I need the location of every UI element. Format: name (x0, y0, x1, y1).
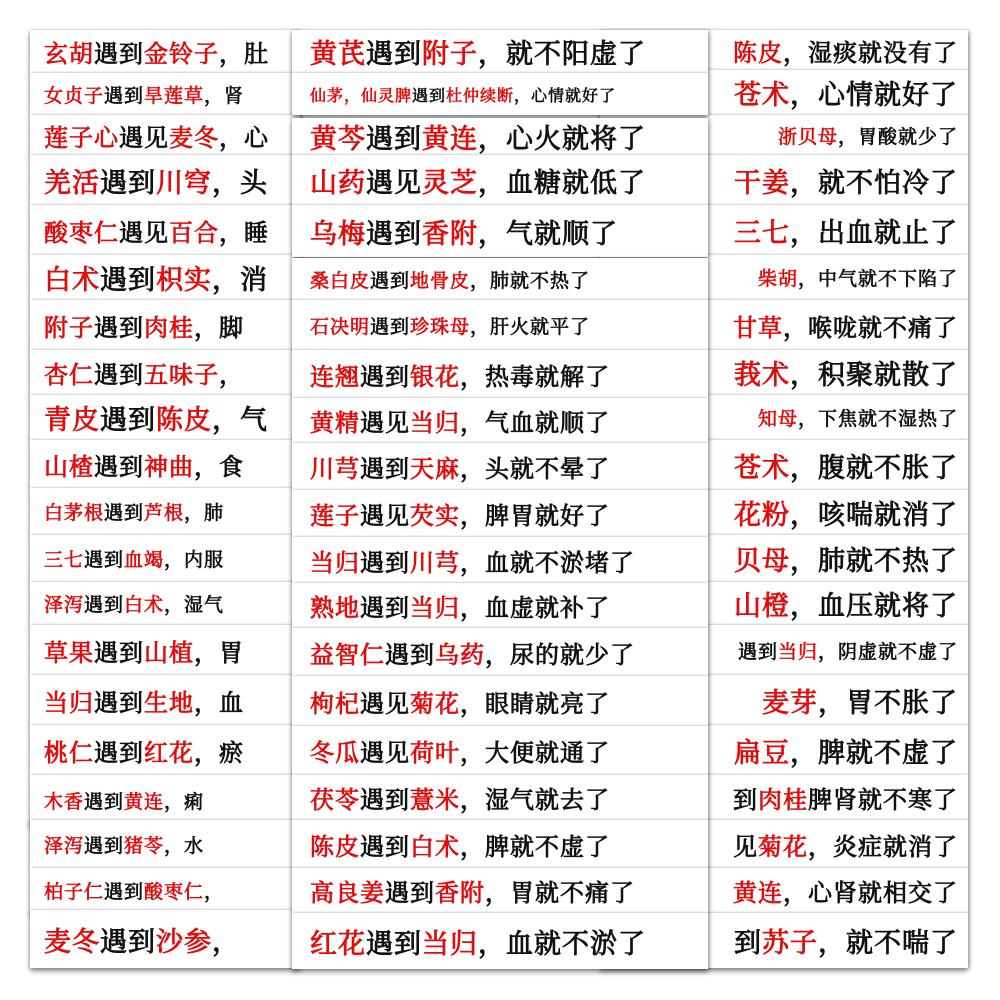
phrase-text: ， (219, 361, 244, 389)
phrase-text: 遇到 (366, 928, 422, 960)
text-strip (292, 73, 708, 115)
phrase-text: 遇到 (100, 926, 156, 958)
text-strip (292, 398, 708, 443)
herb-name: 浙贝母 (777, 125, 838, 148)
phrase-text: ，头 (212, 167, 268, 199)
phrase-text: ，内服 (164, 549, 225, 571)
herb-name: 莲子心 (44, 123, 119, 152)
herb-name: 羌活 (44, 167, 100, 199)
herb-name: 菊花 (758, 832, 808, 861)
herb-name: 黄连 (733, 879, 783, 907)
phrase-text: 遇到 (370, 315, 411, 338)
phrase-text: 遇到 (385, 640, 435, 669)
phrase-text: 脾肾就不寒了 (808, 786, 958, 814)
phrase-text: ，食 (194, 452, 244, 481)
herb-name: 红花 (310, 928, 366, 960)
phrase-text: 遇到 (366, 39, 422, 70)
phrase-text: ，水 (164, 834, 205, 857)
herb-name: 黄芩 (310, 124, 366, 155)
herb-name: 甘草 (733, 313, 783, 342)
herb-name: 陈皮 (733, 38, 783, 67)
phrase-text: ，肝火就平了 (470, 315, 591, 338)
phrase-text: 遇见 (360, 739, 410, 767)
phrase-text: ，心情就好了 (790, 80, 958, 111)
herb-name: 草果 (44, 638, 94, 667)
phrase-text: 遇到 (366, 124, 422, 155)
herb-name: 荷叶 (410, 739, 460, 767)
herb-name: 山楂 (44, 452, 94, 481)
phrase-text: ，腹就不胀了 (790, 452, 958, 484)
phrase-text: ，就不喘了 (818, 928, 958, 959)
herb-name: 山药 (310, 167, 366, 199)
herb-name: 冬瓜 (310, 739, 360, 767)
herb-name: 当归 (777, 640, 818, 663)
herb-name: 熟地 (310, 594, 360, 622)
phrase-text: ，胃就不痛了 (485, 879, 635, 907)
herb-name: 酸枣仁 (44, 218, 119, 247)
phrase-text: 到 (734, 928, 762, 959)
herb-name: 川芎 (410, 548, 460, 577)
herb-name: 神曲 (144, 452, 194, 481)
phrase-text: 到 (733, 786, 758, 814)
herb-name: 枸杞 (310, 689, 360, 718)
herb-name: 乌药 (435, 640, 485, 669)
phrase-text: ，瘀 (194, 738, 244, 767)
herb-name: 白术 (410, 832, 460, 861)
herb-name: 白茅根 (44, 502, 105, 524)
herb-name: 山植 (144, 638, 194, 667)
herb-name: 血竭 (124, 549, 165, 571)
herb-name: 石决明 (310, 315, 371, 338)
phrase-text: ，胃不胀了 (818, 687, 958, 719)
herb-name: 五味子 (144, 361, 219, 389)
herb-name: 桑白皮 (310, 269, 371, 292)
herb-name: 花粉 (734, 500, 790, 531)
phrase-text: ，血就不淤了 (478, 928, 646, 960)
herb-name: 肉桂 (144, 313, 194, 342)
phrase-text: 遇到 (100, 167, 156, 199)
phrase-text: 遇见 (360, 689, 410, 718)
phrase-text: ，肺就不热了 (470, 269, 591, 292)
herb-name: 白术 (124, 594, 165, 616)
phrase-text: 遇到 (84, 790, 125, 813)
phrase-text: 遇到 (100, 405, 156, 436)
phrase-text: 遇见 (360, 502, 410, 530)
phrase-text: ，下焦就不湿热了 (797, 408, 958, 430)
phrase-text: ，胃酸就少了 (837, 125, 958, 148)
phrase-text: 遇到 (94, 361, 144, 389)
phrase-text: 遇到 (360, 548, 410, 577)
text-strip (292, 726, 708, 775)
herb-name: 苍术 (734, 452, 790, 484)
herb-name: 三七 (734, 217, 790, 249)
herb-name: 红花 (144, 738, 194, 767)
text-strip (292, 443, 708, 490)
phrase-text: 遇到 (360, 455, 410, 483)
phrase-text: 遇到 (104, 881, 145, 903)
phrase-text: ，胃 (194, 638, 244, 667)
phrase-text: ，血虚就补了 (460, 594, 610, 622)
phrase-text: ，血糖就低了 (478, 167, 646, 199)
herb-name: 青皮 (44, 405, 100, 436)
phrase-text: ，肺 (184, 502, 225, 524)
herb-name: 黄精 (310, 409, 360, 437)
phrase-text: 遇到 (360, 786, 410, 814)
phrase-text: 遇到 (104, 502, 145, 524)
herb-name: 黄连 (422, 124, 478, 155)
text-strip (292, 913, 708, 969)
herb-name: 柴胡 (757, 268, 798, 290)
text-strip (292, 490, 708, 537)
herb-name: 附子 (44, 313, 94, 342)
herb-name: 苍术 (734, 80, 790, 111)
herb-name: 杏仁 (44, 361, 94, 389)
text-strip (292, 820, 708, 868)
phrase-text: 遇到 (360, 362, 410, 391)
herb-name: 沙参 (156, 926, 212, 958)
herb-name: 高良姜 (310, 879, 385, 907)
phrase-text: ，喉咙就不痛了 (783, 313, 958, 342)
phrase-text: 遇到 (100, 265, 156, 296)
herb-name: 茯苓 (310, 786, 360, 814)
text-strip (292, 676, 708, 726)
herb-name: 金铃子 (144, 40, 219, 68)
herb-name: 麦冬 (44, 926, 100, 958)
herb-name: 猪苓 (124, 834, 165, 857)
herb-name: 枳实 (156, 265, 212, 296)
herb-name: 附子 (422, 39, 478, 70)
text-strip (292, 30, 708, 73)
phrase-text: ，肺就不热了 (790, 546, 958, 577)
herb-name: 旱莲草 (144, 84, 205, 107)
phrase-text: 见 (733, 832, 758, 861)
phrase-text: 遇到 (412, 85, 447, 105)
phrase-text: 遇见 (360, 409, 410, 437)
herb-name: 酸枣仁 (144, 881, 205, 903)
phrase-text: 遇到 (385, 879, 435, 907)
herb-name: 苏子 (762, 928, 818, 959)
herb-name: 知母 (757, 408, 798, 430)
phrase-text: ，睡 (219, 218, 269, 247)
herb-name: 地骨皮 (410, 269, 471, 292)
phrase-text: ，心情就好了 (514, 85, 617, 105)
phrase-text: ，血就不淤堵了 (460, 548, 635, 577)
herb-name: 莲子 (310, 502, 360, 530)
phrase-text: ，炎症就消了 (808, 832, 958, 861)
text-strip (292, 205, 708, 257)
phrase-text: ，心 (219, 123, 269, 152)
text-strip (292, 868, 708, 913)
herb-name: 山橙 (734, 591, 790, 622)
phrase-text: 遇到 (84, 834, 125, 857)
herb-name: 当归 (422, 928, 478, 960)
phrase-text: ，阴虚就不虚了 (817, 640, 958, 663)
herb-name: 连翘 (310, 362, 360, 391)
phrase-text: ，积聚就散了 (790, 360, 958, 391)
herb-name: 麦芽 (762, 687, 818, 719)
phrase-text: ，心火就将了 (478, 124, 646, 155)
herb-name: 女贞子 (44, 84, 105, 107)
phrase-text: 遇到 (360, 832, 410, 861)
text-strip (292, 628, 708, 676)
phrase-text: 遇到 (737, 640, 778, 663)
text-strip (292, 350, 708, 398)
phrase-text: ，脾胃就好了 (460, 502, 610, 530)
herb-name: 杜仲续断 (446, 85, 515, 105)
phrase-text: ， (212, 926, 240, 958)
herb-name: 当归 (44, 688, 94, 717)
phrase-text: ，脾就不虚了 (460, 832, 610, 861)
phrase-text: ，出血就止了 (790, 217, 958, 249)
phrase-text: ，血 (194, 688, 244, 717)
text-strip (292, 118, 708, 155)
herb-name: 川芎 (310, 455, 360, 483)
herb-name: 菊花 (410, 689, 460, 718)
herb-name: 百合 (169, 218, 219, 247)
phrase-text: 遇到 (94, 688, 144, 717)
phrase-text: ，肚 (219, 40, 269, 68)
herb-name: 木香 (44, 790, 85, 813)
herb-name: 干姜 (734, 167, 790, 199)
phrase-text: 遇到 (94, 452, 144, 481)
phrase-text: ，湿气 (164, 594, 225, 616)
phrase-text: ，气血就顺了 (460, 409, 610, 437)
phrase-text: 遇到 (84, 549, 125, 571)
phrase-text: 遇到 (360, 594, 410, 622)
herb-name: 仙茅，仙灵脾 (310, 85, 413, 105)
phrase-text: ，头就不晕了 (460, 455, 610, 483)
text-strip (292, 775, 708, 820)
herb-name: 当归 (410, 594, 460, 622)
herb-name: 桃仁 (44, 738, 94, 767)
herb-name: 天麻 (410, 455, 460, 483)
phrase-text: 遇到 (104, 84, 145, 107)
phrase-text: ，湿痰就没有了 (783, 38, 958, 67)
phrase-text: ，肾 (204, 84, 245, 107)
herb-name: 玄胡 (44, 40, 94, 68)
herb-name: 薏米 (410, 786, 460, 814)
herb-name: 珍珠母 (410, 315, 471, 338)
phrase-text: 遇到 (94, 638, 144, 667)
herb-name: 扁豆 (734, 737, 790, 769)
phrase-text: ，脾就不虚了 (790, 737, 958, 769)
phrase-text: 遇到 (94, 313, 144, 342)
phrase-text: ，湿气就去了 (460, 786, 610, 814)
phrase-text: ，大便就通了 (460, 739, 610, 767)
phrase-text: ，咳喘就消了 (790, 500, 958, 531)
herb-name: 生地 (144, 688, 194, 717)
phrase-text: 遇到 (370, 269, 411, 292)
text-strip (292, 300, 708, 350)
herb-name: 黄芪 (310, 39, 366, 70)
phrase-text: 遇到 (84, 594, 125, 616)
phrase-text: 遇到 (94, 40, 144, 68)
phrase-text: ， (204, 881, 225, 903)
herb-name: 白术 (44, 265, 100, 296)
phrase-text: 遇到 (366, 218, 422, 250)
herb-name: 贝母 (734, 546, 790, 577)
phrase-text: ，消 (212, 265, 268, 296)
herb-name: 肉桂 (758, 786, 808, 814)
phrase-text: ，就不阳虚了 (478, 39, 646, 70)
herb-name: 泽泻 (44, 834, 85, 857)
herb-name: 香附 (422, 218, 478, 250)
phrase-text: ，痢 (164, 790, 205, 813)
herb-name: 香附 (435, 879, 485, 907)
phrase-text: ，眼睛就亮了 (460, 689, 610, 718)
herb-name: 银花 (410, 362, 460, 391)
text-strip (292, 155, 708, 205)
phrase-text: ，气就顺了 (478, 218, 618, 250)
phrase-text: 遇见 (119, 123, 169, 152)
phrase-text: ，血压就将了 (790, 591, 958, 622)
herb-name: 当归 (410, 409, 460, 437)
phrase-text: ，就不怕冷了 (790, 167, 958, 199)
text-strip (292, 583, 708, 628)
phrase-text: 遇见 (119, 218, 169, 247)
herb-name: 陈皮 (310, 832, 360, 861)
phrase-text: 遇到 (94, 738, 144, 767)
herb-name: 灵芝 (422, 167, 478, 199)
phrase-text: ，尿的就少了 (485, 640, 635, 669)
phrase-text: 遇见 (366, 167, 422, 199)
phrase-text: ，脚 (194, 313, 244, 342)
phrase-text: ，心肾就相交了 (783, 879, 958, 907)
phrase-text: ，热毒就解了 (460, 362, 610, 391)
herb-name: 陈皮 (156, 405, 212, 436)
text-strip (292, 537, 708, 583)
text-strip (292, 258, 708, 300)
herb-name: 川穹 (156, 167, 212, 199)
herb-name: 三七 (44, 549, 85, 571)
herb-name: 莪术 (734, 360, 790, 391)
herb-name: 芦根 (144, 502, 185, 524)
herb-name: 乌梅 (310, 218, 366, 250)
phrase-text: ，中气就不下陷了 (797, 268, 958, 290)
herb-name: 黄连 (124, 790, 165, 813)
herb-name: 益智仁 (310, 640, 385, 669)
herb-name: 泽泻 (44, 594, 85, 616)
phrase-text: ，气 (212, 405, 268, 436)
herb-name: 当归 (310, 548, 360, 577)
herb-name: 芡实 (410, 502, 460, 530)
herb-name: 麦冬 (169, 123, 219, 152)
herb-name: 柏子仁 (44, 881, 105, 903)
